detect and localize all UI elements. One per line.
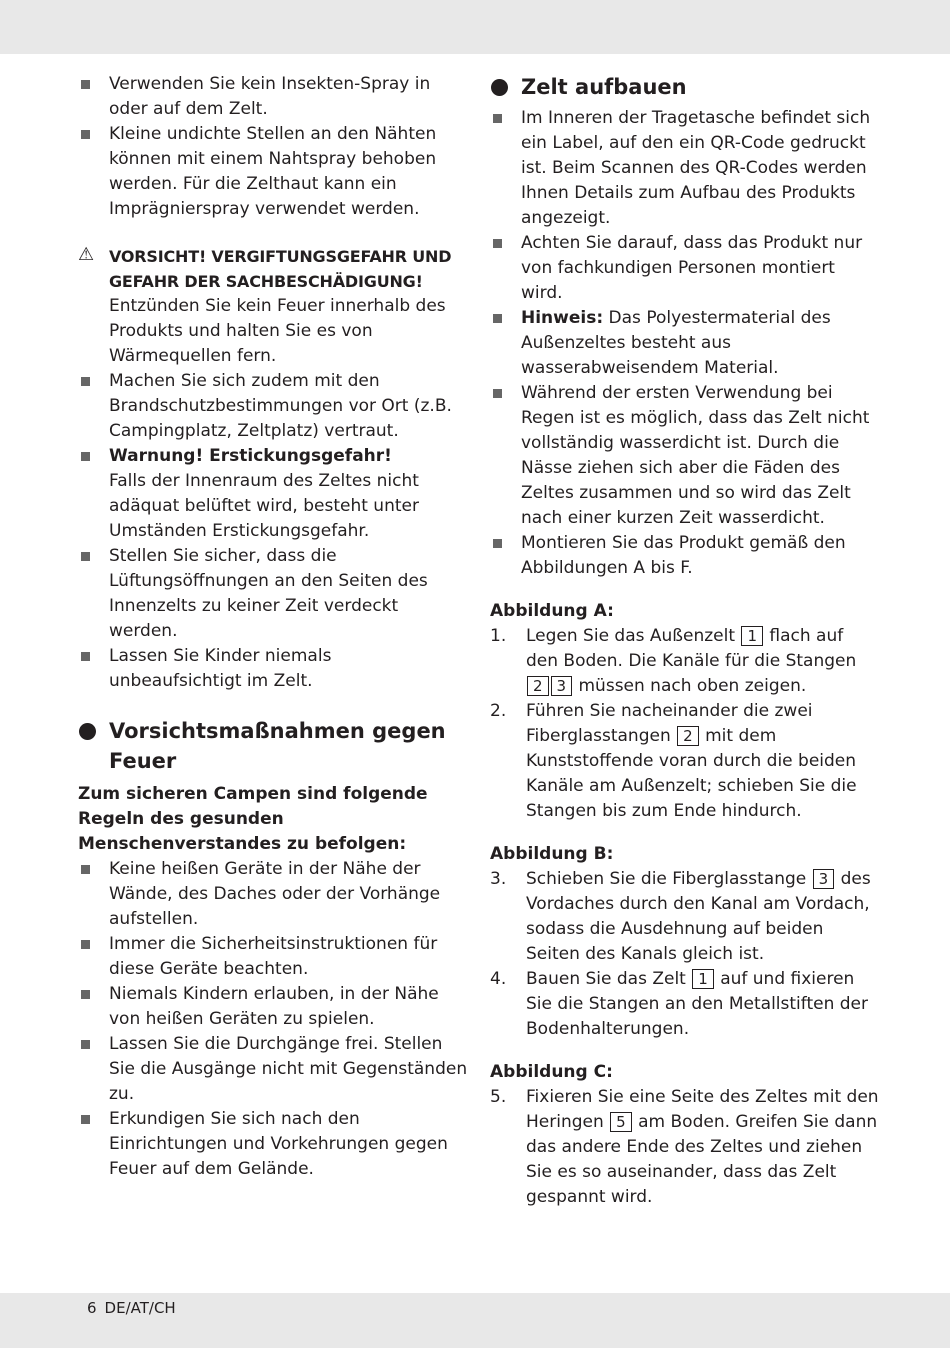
square-bullet-icon	[493, 539, 502, 548]
list-item	[490, 531, 880, 581]
step-item: 1. Legen Sie das Außenzelt 1 flach auf den Boden. Die Kanäle für die Stangen 2 3 müssen nach oben zeigen.	[490, 626, 857, 696]
figure-heading: Abbildung A:	[490, 601, 614, 621]
step-number: 5.	[490, 1087, 507, 1107]
part-number-box: 3	[813, 869, 835, 889]
right-column	[490, 72, 880, 1210]
square-bullet-icon	[81, 865, 90, 874]
section-heading: Zelt aufbauen	[490, 72, 880, 102]
bullet-dot-icon	[79, 723, 96, 740]
square-bullet-icon	[81, 552, 90, 561]
part-number-box: 2	[527, 676, 549, 696]
step-number: 1.	[490, 626, 507, 646]
square-bullet-icon	[81, 377, 90, 386]
step-item: 4. Bauen Sie das Zelt 1 auf und fixieren Sie die Stangen an den Metallstiften der Bodenhalterungen.	[490, 969, 868, 1039]
step-item: 2. Führen Sie nacheinander die zwei Fiberglasstangen 2 mit dem Kunststoffende voran durch die beiden Kanäle am Außenzelt; schieben Sie die Stangen bis zum Ende hindurch.	[490, 701, 857, 821]
list-item	[78, 1032, 468, 1107]
square-bullet-icon	[81, 130, 90, 139]
figure-heading: Abbildung B:	[490, 844, 614, 864]
page-number: 6	[87, 1299, 97, 1317]
list-item	[78, 982, 468, 1032]
item-text: Machen Sie sich zudem mit den Brandschutzbestimmungen vor Ort (z.B. Campingplatz, Zeltplatz) vertraut.	[109, 371, 452, 441]
item-text: Achten Sie darauf, dass das Produkt nur von fachkundigen Personen montiert wird.	[521, 233, 863, 303]
top-band	[0, 0, 950, 54]
square-bullet-icon	[493, 239, 502, 248]
note-label: Hinweis:	[521, 308, 604, 328]
list-item	[78, 644, 468, 694]
list-item	[490, 381, 880, 531]
item-text: Falls der Innenraum des Zeltes nicht adäquat belüftet wird, besteht unter Umständen Erstickungsgefahr.	[109, 471, 419, 541]
section-heading: Vorsichtsmaßnahmen gegen Feuer	[78, 716, 468, 776]
square-bullet-icon	[81, 652, 90, 661]
item-text: Erkundigen Sie sich nach den Einrichtungen und Vorkehrungen gegen Feuer auf dem Gelände.	[109, 1109, 448, 1179]
item-text: Lassen Sie die Durchgänge frei. Stellen Sie die Ausgänge nicht mit Gegenständen zu.	[109, 1034, 468, 1104]
square-bullet-icon	[493, 389, 502, 398]
square-bullet-icon	[81, 452, 90, 461]
step-number: 3.	[490, 869, 507, 889]
figure-heading: Abbildung C:	[490, 1062, 613, 1082]
left-column	[78, 72, 468, 1182]
list-item	[78, 72, 468, 122]
square-bullet-icon	[81, 940, 90, 949]
item-text: Kleine undichte Stellen an den Nähten können mit einem Nahtspray behoben werden. Für die Zelthaut kann ein Imprägnierspray verwendet werden.	[109, 124, 437, 219]
list-item	[78, 444, 468, 544]
page-footer	[87, 1299, 176, 1317]
part-number-box: 1	[741, 626, 763, 646]
list-item	[490, 306, 880, 381]
warning-triangle-icon: ⚠	[78, 244, 95, 265]
list-item	[78, 932, 468, 982]
square-bullet-icon	[81, 990, 90, 999]
item-title: Warnung! Erstickungsgefahr!	[109, 446, 392, 466]
list-item	[78, 369, 468, 444]
item-text: Verwenden Sie kein Insekten-Spray in oder auf dem Zelt.	[109, 74, 431, 119]
list-item	[78, 122, 468, 222]
list-item	[78, 857, 468, 932]
list-item	[490, 231, 880, 306]
list-item	[78, 544, 468, 644]
list-item	[490, 106, 880, 231]
step-item: 3. Schieben Sie die Fiberglasstange 3 des Vordaches durch den Kanal am Vordach, sodass die Ausdehnung auf beiden Seiten des Kanals gleich ist.	[490, 869, 871, 964]
step-number: 2.	[490, 701, 507, 721]
item-text: Immer die Sicherheitsinstruktionen für diese Geräte beachten.	[109, 934, 438, 979]
item-text: Während der ersten Verwendung bei Regen ist es möglich, dass das Zelt nicht vollständig wasserdicht ist. Durch die Nässe ziehen sich aber die Fäden des Zeltes zusammen und so wird das Zelt nach einer kurzen Zeit wasserdicht.	[521, 383, 870, 528]
square-bullet-icon	[493, 314, 502, 323]
warning-block	[78, 244, 468, 369]
subheading: Zum sicheren Campen sind folgende Regeln des gesunden Menschenverstandes zu befolgen:	[78, 784, 428, 854]
part-number-box: 5	[610, 1112, 632, 1132]
warning-text: Entzünden Sie kein Feuer innerhalb des Produkts und halten Sie es von Wärmequellen fern.	[109, 296, 446, 366]
square-bullet-icon	[81, 80, 90, 89]
square-bullet-icon	[493, 114, 502, 123]
warning-title: VORSICHT! VERGIFTUNGSGEFAHR UND GEFAHR DER SACHBESCHÄDIGUNG!	[109, 247, 452, 291]
bullet-dot-icon	[491, 79, 508, 96]
item-text: Lassen Sie Kinder niemals unbeaufsichtigt im Zelt.	[109, 646, 332, 691]
item-text: Das Polyestermaterial des Außenzeltes besteht aus wasserabweisendem Material.	[521, 308, 831, 378]
item-text: Montieren Sie das Produkt gemäß den Abbildungen A bis F.	[521, 533, 846, 578]
square-bullet-icon	[81, 1040, 90, 1049]
step-number: 4.	[490, 969, 507, 989]
item-text: Im Inneren der Tragetasche befindet sich ein Label, auf den ein QR-Code gedruckt ist. Beim Scannen des QR-Codes werden Ihnen Details zum Aufbau des Produkts angezeigt.	[521, 108, 871, 228]
region-label: DE/AT/CH	[104, 1299, 176, 1317]
list-item	[78, 1107, 468, 1182]
step-item: 5. Fixieren Sie eine Seite des Zeltes mit den Heringen 5 am Boden. Greifen Sie dann das andere Ende des Zeltes und ziehen Sie es so auseinander, dass das Zelt gespannt wird.	[490, 1087, 879, 1207]
item-text: Keine heißen Geräte in der Nähe der Wände, des Daches oder der Vorhänge aufstellen.	[109, 859, 441, 929]
part-number-box: 3	[551, 676, 573, 696]
part-number-box: 1	[692, 969, 714, 989]
item-text: Niemals Kindern erlauben, in der Nähe von heißen Geräten zu spielen.	[109, 984, 439, 1029]
part-number-box: 2	[677, 726, 699, 746]
square-bullet-icon	[81, 1115, 90, 1124]
item-text: Stellen Sie sicher, dass die Lüftungsöffnungen an den Seiten des Innenzelts zu keiner Zeit verdeckt werden.	[109, 546, 428, 641]
